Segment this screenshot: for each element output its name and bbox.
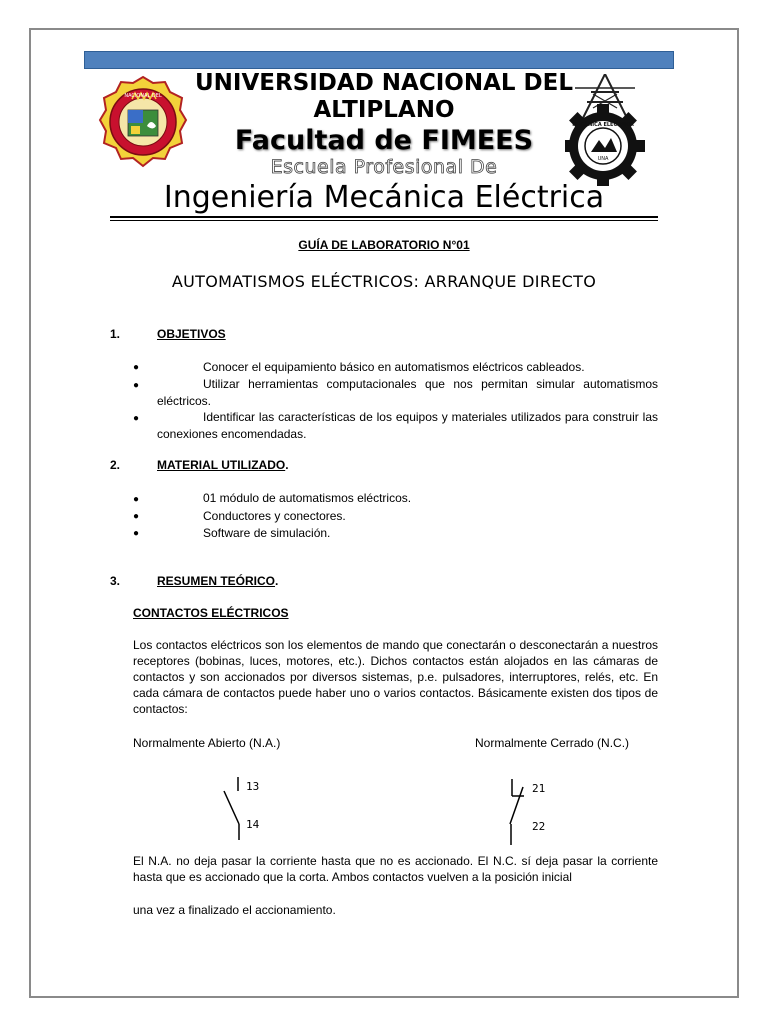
header-rule-thin bbox=[110, 220, 658, 221]
contacts-explanation: El N.A. no deja pasar la corriente hasta que no es accionado. El N.C. sí deja pasar la corriente hasta que es accionado que la corta. Ambos contactos vuelven a la posición inicial bbox=[133, 854, 658, 884]
terminal-14: 14 bbox=[246, 818, 260, 831]
terminal-22: 22 bbox=[532, 820, 546, 833]
program-name: Ingeniería Mecánica Eléctrica bbox=[163, 180, 605, 215]
list-item: Utilizar herramientas computacionales que nos permitan simular automatismos eléctricos. bbox=[157, 377, 658, 408]
bullet-icon: ● bbox=[133, 528, 140, 539]
section-heading: MATERIAL UTILIZADO. bbox=[157, 458, 289, 472]
section-title-resumen: RESUMEN TEÓRICO bbox=[157, 574, 276, 588]
section-number: 1. bbox=[110, 327, 121, 341]
section-title-objetivos: OBJETIVOS bbox=[157, 327, 226, 341]
guide-title: GUÍA DE LABORATORIO N°01 bbox=[298, 238, 470, 252]
no-contact-label: Normalmente Abierto (N.A.) bbox=[133, 736, 281, 750]
bullet-icon: ● bbox=[133, 380, 140, 391]
seal-right-text: MECÁNICA ELÉCTRICA bbox=[572, 122, 634, 128]
school-name: Escuela Profesional De bbox=[270, 156, 498, 178]
section-number: 2. bbox=[110, 458, 121, 472]
bullet-icon: ● bbox=[133, 362, 140, 373]
contacts-intro: Los contactos eléctricos son los elementos de mando que conectarán o desconectarán a nuestros receptores (bobinas, luces, motores, etc.). Dichos contactos están alojados en las cámaras de contactos y son accionados por diversos sistemas, p.e. pulsadores, interruptores, relés, etc. En cada cámara de contactos puede haber uno o varios contactos. Básicamente existen dos tipos de contactos: bbox=[133, 638, 658, 716]
header-blue-bar bbox=[84, 51, 674, 69]
header-rule bbox=[110, 216, 658, 218]
terminal-13: 13 bbox=[246, 780, 260, 793]
bullet-icon: ● bbox=[133, 413, 140, 424]
subsection-title: CONTACTOS ELÉCTRICOS bbox=[133, 606, 289, 620]
normally-closed-contact-icon bbox=[500, 775, 560, 849]
list-item: Identificar las características de los equipos y materiales utilizados para construir las conexiones encomendadas. bbox=[157, 410, 658, 441]
bullet-icon: ● bbox=[133, 494, 140, 505]
faculty-name: Facultad de FIMEES bbox=[234, 125, 534, 156]
seal-left-text: NACIONAL DEL bbox=[124, 93, 162, 99]
university-name: UNIVERSIDAD NACIONAL DEL ALTIPLANO bbox=[194, 70, 574, 123]
terminal-21: 21 bbox=[532, 782, 546, 795]
contacts-explanation-end: una vez a finalizado el accionamiento. bbox=[133, 903, 336, 917]
section-heading: RESUMEN TEÓRICO. bbox=[157, 574, 279, 588]
svg-text:UNA: UNA bbox=[597, 156, 609, 162]
list-item: Conocer el equipamiento básico en automatismos eléctricos cableados. bbox=[203, 360, 585, 374]
list-item: Conductores y conectores. bbox=[203, 509, 346, 523]
list-item: Software de simulación. bbox=[203, 526, 331, 540]
nc-contact-label: Normalmente Cerrado (N.C.) bbox=[475, 736, 630, 750]
section-number: 3. bbox=[110, 574, 121, 588]
bullet-icon: ● bbox=[133, 511, 140, 522]
normally-open-contact-icon bbox=[215, 774, 275, 848]
list-item: 01 módulo de automatismos eléctricos. bbox=[203, 491, 412, 505]
main-title: AUTOMATISMOS ELÉCTRICOS: ARRANQUE DIRECTO bbox=[171, 272, 597, 291]
section-title-material: MATERIAL UTILIZADO bbox=[157, 458, 286, 472]
